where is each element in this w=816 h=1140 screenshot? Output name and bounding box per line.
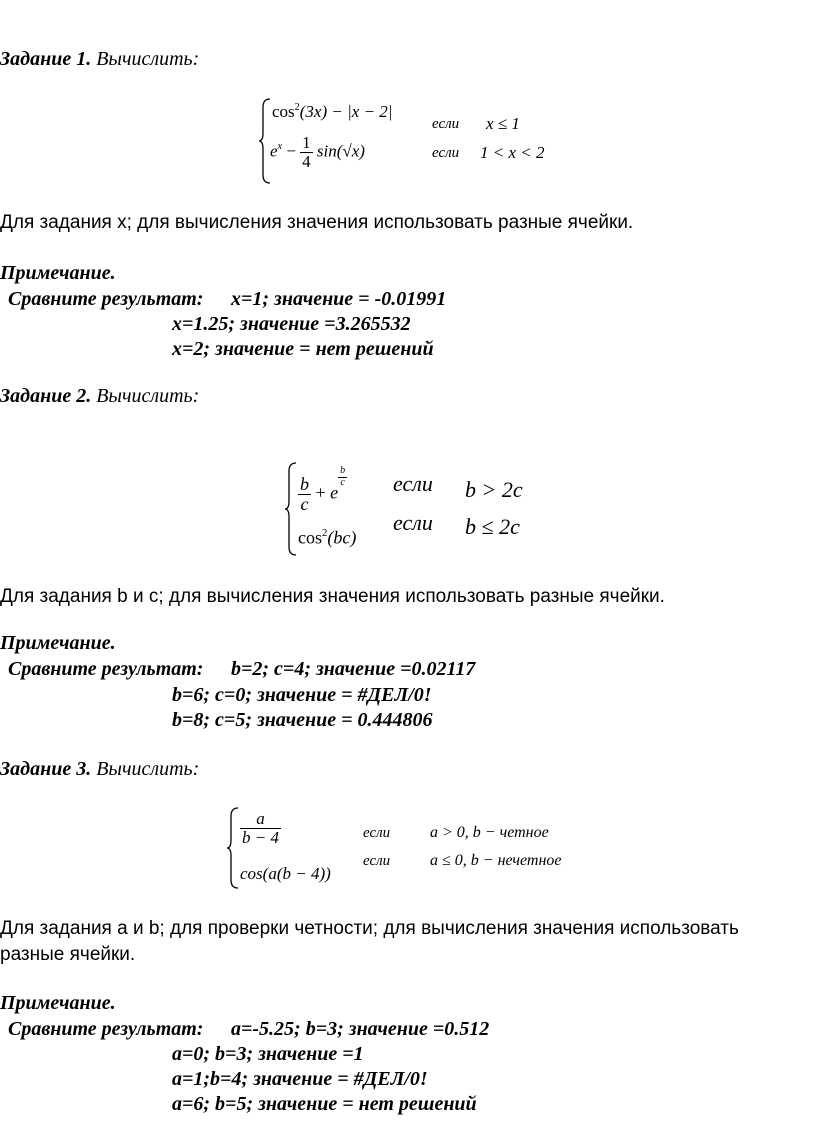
task3-row2: cos(a(b − 4)) [240,864,331,883]
task2-cond2-expr: b ≤ 2c [465,514,520,539]
task1-cond1-word: если [432,116,460,132]
task3-cond1-word: если [363,825,391,841]
task2-cond2-word: если [393,510,433,535]
task3-cond2-expr: a ≤ 0, b − нечетное [430,852,562,869]
task1-row1: $\cos^2(3x) - |x - 2|$ [272,102,393,122]
task1-label: Задание 1. [0,48,92,70]
brace-icon [226,806,240,890]
task1-cond2-expr: 1 < x < 2 [480,143,545,162]
task3-result-4: a=6; b=5; значение = нет решений [172,1093,477,1115]
task2-label: Задание 2. [0,385,92,407]
task2-cond1-word: если [393,471,433,496]
task2-row1: $\frac{b}{c}$ + e $\frac{b}{c}$ [300,465,346,514]
task3-heading [0,758,199,781]
task3-result-1: a=-5.25; b=3; значение =0.512 [231,1018,490,1040]
task3-compare-label: Сравните результат: [8,1018,204,1040]
task3-cond1-expr: a > 0, b − четное [430,824,549,841]
task2-cond1-expr: b > 2c [465,477,523,502]
task3-instruction-line2: разные ячейки. [0,944,136,965]
task3-note-label: Примечание. [0,992,116,1014]
task1-cond2-word: если [432,145,460,161]
task2-note-label: Примечание. [0,632,116,654]
task2-verb: Вычислить: [96,385,200,407]
task1-instruction: Для задания x; для вычисления значения использовать разные ячейки. [0,212,634,233]
task3-result-3: a=1;b=4; значение = #ДЕЛ/0! [172,1068,428,1090]
task1-note-label: Примечание. [0,262,116,284]
task3-row1: $\frac{a}{b - 4}$ [242,809,279,847]
task3-cond2-word: если [363,853,391,869]
task1-cond1-expr: x ≤ 1 [486,114,520,133]
task3-result-2: a=0; b=3; значение =1 [172,1043,364,1065]
task1-result-1: x=1; значение = -0.01991 [231,288,447,310]
task2-result-3: b=8; c=5; значение = 0.444806 [172,709,433,731]
task1-compare-label: Сравните результат: [8,288,204,310]
task2-result-2: b=6; c=0; значение = #ДЕЛ/0! [172,684,432,706]
task3-label: Задание 3. [0,758,92,780]
task1-result-2: x=1.25; значение =3.265532 [172,313,411,335]
task1-heading [0,48,199,71]
task2-instruction: Для задания b и c; для вычисления значения использовать разные ячейки. [0,586,665,607]
task3-verb: Вычислить: [96,758,200,780]
task2-heading [0,385,199,408]
task1-row2: $e^x$ − $\frac{1}{4}$ sin(√x) [270,133,365,171]
task2-result-1: b=2; c=4; значение =0.02117 [231,658,476,680]
task3-instruction-line1: Для задания a и b; для проверки четности; для вычисления значения использовать [0,918,739,939]
task2-compare-label: Сравните результат: [8,658,204,680]
task2-row2: $\cos^2(bc)$ [298,527,357,548]
brace-icon [284,461,298,557]
task1-verb: Вычислить: [96,48,200,70]
task1-result-3: x=2; значение = нет решений [172,338,434,360]
